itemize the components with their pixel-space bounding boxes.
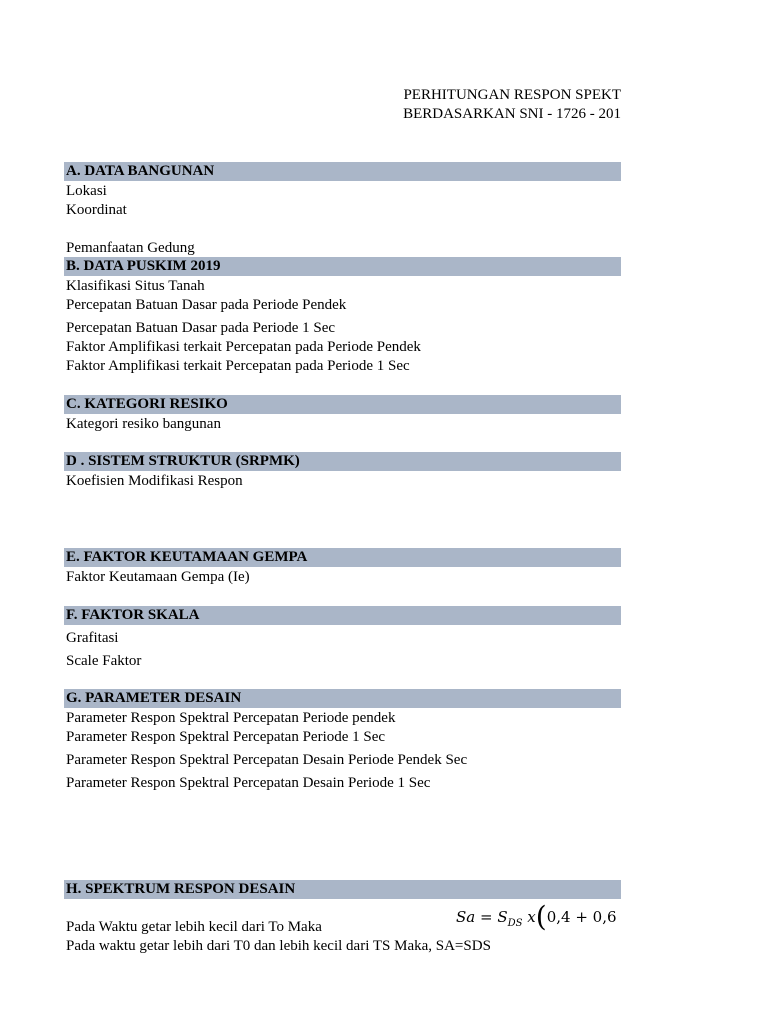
section-c-heading: C. KATEGORI RESIKO [64,395,621,414]
formula-paren: ( [535,902,547,932]
section-b-heading: B. DATA PUSKIM 2019 [64,257,621,276]
title-line-1: PERHITUNGAN RESPON SPEKT [403,87,621,103]
row-faktor-keutamaan: Faktor Keutamaan Gempa (Ie) [66,569,250,585]
section-h-heading: H. SPEKTRUM RESPON DESAIN [64,880,621,899]
row-waktu-getar-to: Pada Waktu getar lebih kecil dari To Maka [66,919,322,935]
formula-times: x [527,908,536,926]
title-line-2: BERDASARKAN SNI - 1726 - 201 [403,106,621,122]
row-grafitasi: Grafitasi [66,630,119,646]
row-koefisien-modifikasi: Koefisien Modifikasi Respon [66,473,243,489]
row-waktu-getar-ts: Pada waktu getar lebih dari T0 dan lebih kecil dari TS Maka, SA=SDS [66,938,491,954]
formula-lhs: Sa [456,908,476,926]
spectrum-formula-image [456,902,621,932]
row-ss: Percepatan Batuan Dasar pada Periode Pendek [66,297,347,313]
row-sms: Parameter Respon Spektral Percepatan Periode pendek [66,710,396,726]
row-koordinat: Koordinat [66,202,127,218]
row-lokasi: Lokasi [66,183,107,199]
section-d-heading: D . SISTEM STRUKTUR (SRPMK) [64,452,621,471]
row-pemanfaatan-gedung: Pemanfaatan Gedung [66,240,195,256]
row-s1: Percepatan Batuan Dasar pada Periode 1 Sec [66,320,336,336]
row-scale-faktor: Scale Faktor [66,653,142,669]
section-f-heading: F. FAKTOR SKALA [64,606,621,625]
section-g-heading: G. PARAMETER DESAIN [64,689,621,708]
row-sd1: Parameter Respon Spektral Percepatan Desain Periode 1 Sec [66,775,431,791]
row-fv: Faktor Amplifikasi terkait Percepatan pada Periode 1 Sec [66,358,410,374]
formula-sub: DS [507,918,523,929]
formula-inner: 0,4 + 0,6 [546,908,617,926]
formula-equals: = [480,908,493,926]
row-sds: Parameter Respon Spektral Percepatan Desain Periode Pendek Sec [66,752,468,768]
row-fa: Faktor Amplifikasi terkait Percepatan pada Periode Pendek [66,339,421,355]
section-a-heading: A. DATA BANGUNAN [64,162,621,181]
section-e-heading: E. FAKTOR KEUTAMAAN GEMPA [64,548,621,567]
row-kategori-resiko: Kategori resiko bangunan [66,416,221,432]
formula-s: S [497,908,508,926]
row-sm1: Parameter Respon Spektral Percepatan Periode 1 Sec [66,729,386,745]
row-klasifikasi-situs: Klasifikasi Situs Tanah [66,278,205,294]
